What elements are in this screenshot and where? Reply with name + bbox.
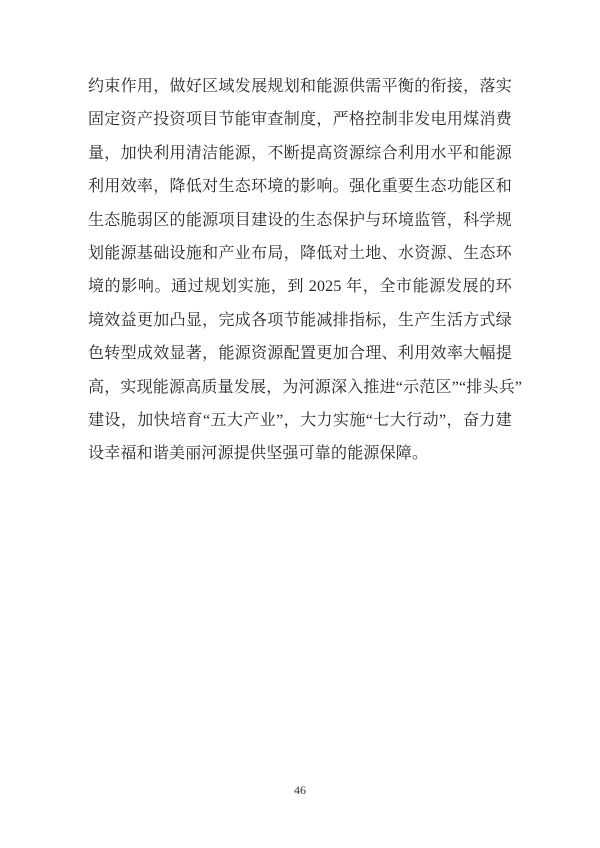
paragraph-line: 固定资产投资项目节能审查制度，严格控制非发电用煤消费: [88, 111, 512, 129]
page-number: 46: [294, 783, 306, 797]
paragraph-line: 境效益更加凸显，完成各项节能减排指标，生产生活方式绿: [88, 311, 512, 329]
paragraph-line: 量，加快利用清洁能源，不断提高资源综合利用水平和能源: [88, 144, 512, 162]
page-footer: [0, 781, 600, 799]
paragraph-line: 生态脆弱区的能源项目建设的生态保护与环境监管，科学规: [88, 211, 512, 229]
paragraph-line: 约束作用，做好区域发展规划和能源供需平衡的衔接，落实: [88, 78, 512, 95]
paragraph-line: 划能源基础设施和产业布局，降低对土地、水资源、生态环: [88, 245, 512, 263]
paragraph-line: 建设，加快培育“五大产业”，大力实施“七大行动”，奋力建: [88, 412, 512, 430]
paragraph-block: [88, 70, 523, 471]
paragraph-line-last: 设幸福和谐美丽河源提供坚强可靠的能源保障。: [88, 445, 429, 463]
paragraph-line: 利用效率，降低对生态环境的影响。强化重要生态功能区和: [88, 178, 512, 196]
paragraph-line: 色转型成效显著，能源资源配置更加合理、利用效率大幅提: [88, 345, 512, 363]
paragraph-line: 高，实现能源高质量发展，为河源深入推进“示范区”“排头兵”: [88, 378, 523, 396]
paragraph-line: 境的影响。通过规划实施，到 2025 年，全市能源发展的环: [88, 278, 512, 296]
